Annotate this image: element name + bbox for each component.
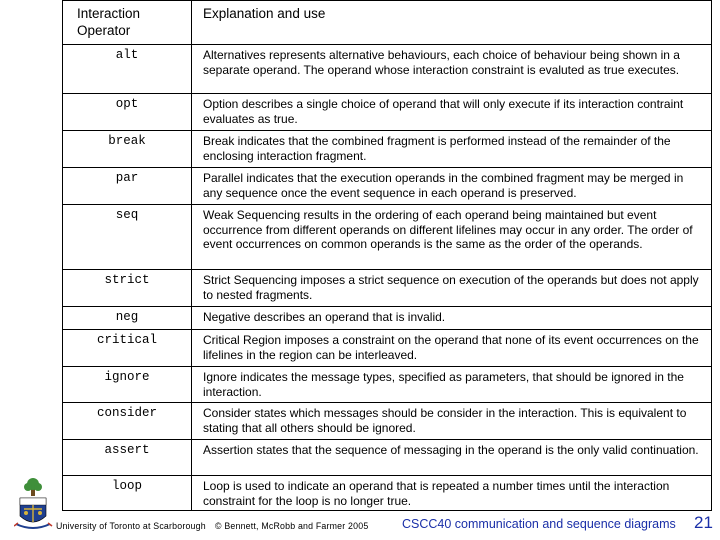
operator-cell: par xyxy=(63,168,192,204)
explanation-cell: Weak Sequencing results in the ordering of each operand being maintained but event occurrence from different operands on different lifelines may occur in any order. The order of event occurrences on common operands is the same as the order of the operands. xyxy=(203,208,693,252)
operator-cell: neg xyxy=(63,307,192,329)
explanation-cell: Negative describes an operand that is invalid. xyxy=(203,310,446,324)
explanation-cell: Strict Sequencing imposes a strict sequence on execution of the operands but does not apply to nested fragments. xyxy=(203,273,699,302)
operator-cell: seq xyxy=(63,205,192,269)
explanation-cell: Parallel indicates that the execution operands in the combined fragment may be merged in any sequence once the event sequence in each operand is preserved. xyxy=(203,171,684,200)
operator-cell: alt xyxy=(63,45,192,93)
university-name: University of Toronto at Scarborough xyxy=(56,521,206,531)
explanation-cell: Assertion states that the sequence of messaging in the operand is the only valid continuation. xyxy=(203,443,699,457)
explanation-cell: Break indicates that the combined fragment is performed instead of the remainder of the enclosing interaction fragment. xyxy=(203,134,671,163)
operator-cell: critical xyxy=(63,330,192,366)
table-row xyxy=(63,44,711,93)
operator-table xyxy=(62,0,712,511)
table-row xyxy=(63,93,711,130)
explanation-cell: Consider states which messages should be consider in the interaction. This is equivalent to stating that all others should be ignored. xyxy=(203,406,687,435)
table-row xyxy=(63,269,711,306)
university-crest-icon xyxy=(14,476,54,536)
table-row xyxy=(63,204,711,269)
table-header xyxy=(63,0,711,44)
operator-cell: opt xyxy=(63,94,192,130)
table-row xyxy=(63,402,711,439)
explanation-cell: Alternatives represents alternative behaviours, each choice of behaviour being shown in a separate operand. The operand whose interaction constraint is evaluted as true executes. xyxy=(203,48,680,77)
header-explanation: Explanation and use xyxy=(203,6,326,21)
header-operator: Interaction Operator xyxy=(63,1,192,44)
table-row xyxy=(63,475,711,510)
table-row xyxy=(63,130,711,167)
operator-cell: loop xyxy=(63,476,192,510)
table-row xyxy=(63,306,711,329)
page-number: 21 xyxy=(694,513,713,532)
explanation-cell: Loop is used to indicate an operand that is repeated a number times until the interaction constraint for the loop is no longer true. xyxy=(203,479,670,508)
course-title: CSCC40 communication and sequence diagrams xyxy=(402,517,676,531)
table-row xyxy=(63,167,711,204)
table-row xyxy=(63,329,711,366)
operator-cell: assert xyxy=(63,440,192,475)
operator-cell: strict xyxy=(63,270,192,306)
table-row xyxy=(63,366,711,402)
table-row xyxy=(63,439,711,475)
operator-cell: ignore xyxy=(63,367,192,402)
operator-cell: consider xyxy=(63,403,192,439)
explanation-cell: Critical Region imposes a constraint on the operand that none of its event occurrences on the lifelines in the region can be interleaved. xyxy=(203,333,699,362)
explanation-cell: Ignore indicates the message types, specified as parameters, that should be ignored in the interaction. xyxy=(203,370,684,399)
copyright: © Bennett, McRobb and Farmer 2005 xyxy=(215,521,369,531)
explanation-cell: Option describes a single choice of operand that will only execute if its interaction contraint evaluates as true. xyxy=(203,97,684,126)
operator-cell: break xyxy=(63,131,192,167)
